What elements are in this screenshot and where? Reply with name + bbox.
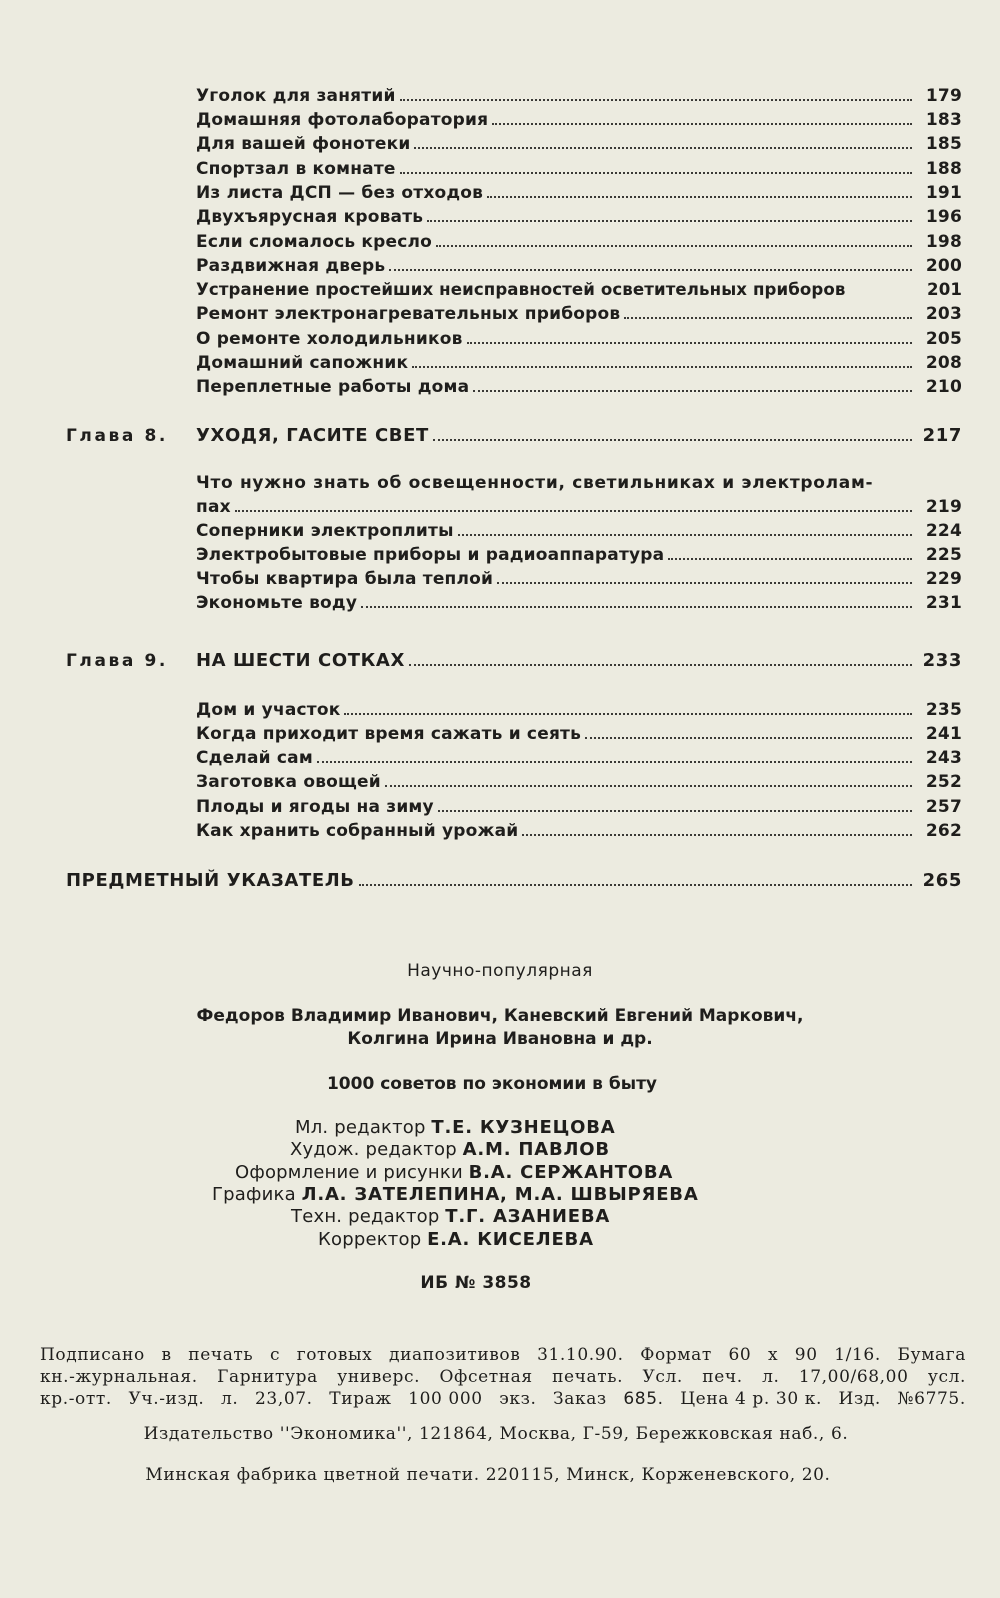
print-word: Тираж (329, 1389, 392, 1409)
credit-name: В.А. СЕРЖАНТОВА (468, 1162, 674, 1183)
toc-entry[interactable] (196, 377, 962, 397)
dot-leader (492, 119, 912, 125)
authors-line: Федоров Владимир Иванович, Каневский Евгений Маркович, (196, 1006, 804, 1026)
credit-name: Е.А. КИСЕЛЕВА (427, 1229, 594, 1250)
toc-entry[interactable] (196, 772, 962, 792)
print-word: печать (188, 1345, 254, 1365)
dot-leader (438, 806, 912, 812)
toc-entry-page: 191 (925, 183, 962, 203)
dot-leader (668, 554, 912, 560)
toc-entry[interactable] (196, 232, 962, 252)
toc-entry[interactable] (196, 207, 962, 227)
toc-entry[interactable] (196, 821, 962, 841)
index-entry[interactable] (66, 870, 962, 891)
credit-line (212, 1184, 699, 1205)
toc-entry-page: 198 (925, 232, 962, 252)
toc-entry[interactable] (196, 329, 962, 349)
toc-entry[interactable] (196, 280, 962, 299)
toc-entry-page: 208 (925, 353, 962, 373)
credit-name: А.М. ПАВЛОВ (462, 1139, 610, 1160)
toc-entry-page: 200 (925, 256, 962, 276)
toc-entry-title: Раздвижная дверь (196, 256, 386, 276)
print-word: кн.-журнальная. (40, 1367, 198, 1387)
toc-entry-title: Устранение простейших неисправностей осветительных приборов (196, 280, 846, 299)
toc-entry[interactable] (196, 797, 962, 817)
toc-entry-page: 183 (925, 110, 962, 130)
dot-leader (487, 192, 912, 198)
dot-leader (414, 143, 912, 149)
genre-label: Научно-популярная (407, 961, 593, 981)
toc-entry-title: Из листа ДСП — без отходов (196, 183, 484, 203)
chapter-page: 217 (922, 425, 962, 446)
dot-leader (400, 168, 912, 174)
print-word: печ. (702, 1367, 743, 1387)
toc-entry-page: 225 (925, 545, 962, 565)
toc-entry[interactable] (196, 159, 962, 179)
print-word: 100 000 (408, 1389, 483, 1409)
toc-entry-title: О ремонте холодильников (196, 329, 463, 349)
toc-entry[interactable] (196, 304, 962, 324)
ib-number: ИБ № 3858 (420, 1273, 532, 1293)
dot-leader (467, 338, 912, 344)
toc-entry-title: Спортзал в комнате (196, 159, 396, 179)
credit-line (235, 1162, 673, 1183)
price: Цена 4 р. 30 к. (680, 1389, 822, 1409)
toc-entry-title: Ремонт электронагревательных приборов (196, 304, 621, 324)
toc-entry-title: Как хранить собранный урожай (196, 821, 519, 841)
toc-entry[interactable] (196, 183, 962, 203)
dot-leader (497, 578, 912, 584)
chapter-title: УХОДЯ, ГАСИТЕ СВЕТ (196, 425, 429, 446)
toc-entry-title-continued: пах (196, 497, 231, 517)
toc-entry-page: 219 (925, 497, 962, 517)
toc-entry[interactable] (196, 593, 962, 613)
dot-leader (473, 386, 912, 392)
chapter-label: Глава 8. (66, 426, 168, 446)
credit-line (290, 1139, 610, 1160)
index-title: ПРЕДМЕТНЫЙ УКАЗАТЕЛЬ (66, 870, 355, 891)
credit-line (291, 1206, 610, 1227)
toc-entry-title: Уголок для занятий (196, 86, 396, 106)
toc-entry-page: 241 (925, 724, 962, 744)
credit-name: Т.Г. АЗАНИЕВА (445, 1206, 611, 1227)
chapter-heading[interactable] (196, 425, 962, 446)
toc-entry[interactable] (196, 569, 962, 589)
print-word: л. (221, 1389, 239, 1409)
toc-entry[interactable] (196, 724, 962, 744)
credit-role: Техн. редактор (291, 1206, 440, 1227)
toc-entry-title: Для вашей фонотеки (196, 134, 411, 154)
toc-entry[interactable] (196, 110, 962, 130)
print-word: 17,00/68,00 (798, 1367, 909, 1387)
print-word: диапозитивов (389, 1345, 521, 1365)
print-word: универс. (337, 1367, 421, 1387)
print-word: 23,07. (255, 1389, 313, 1409)
print-details-line (40, 1345, 966, 1365)
dot-leader (458, 530, 912, 536)
print-word: 90 (794, 1345, 818, 1365)
print-word: в (161, 1345, 172, 1365)
toc-entry-page: 262 (925, 821, 962, 841)
toc-entry-title: Домашняя фотолаборатория (196, 110, 489, 130)
toc-entry[interactable] (196, 700, 962, 720)
print-word: Гарнитура (217, 1367, 318, 1387)
toc-entry-title: Дом и участок (196, 700, 341, 720)
dot-leader (389, 265, 912, 271)
dot-leader (385, 781, 912, 787)
book-title: 1000 советов по экономии в быту (326, 1074, 658, 1094)
print-word: Изд. (838, 1389, 881, 1409)
credit-name: Т.Е. КУЗНЕЦОВА (431, 1117, 616, 1138)
print-word: 31.10.90. (537, 1345, 624, 1365)
toc-entry[interactable] (196, 134, 962, 154)
print-details-line (40, 1389, 966, 1409)
chapter-page: 233 (922, 650, 962, 671)
print-word: №6775. (897, 1389, 966, 1409)
toc-entry-title: Чтобы квартира была теплой (196, 569, 494, 589)
credit-line (318, 1229, 594, 1250)
toc-entry-page: 231 (925, 593, 962, 613)
print-word: 1/16. (834, 1345, 881, 1365)
index-page: 265 (922, 870, 962, 891)
print-word: Офсетная (439, 1367, 533, 1387)
dot-leader (412, 362, 912, 368)
chapter-title: НА ШЕСТИ СОТКАХ (196, 650, 405, 671)
print-word: усл. (927, 1367, 966, 1387)
dot-leader (359, 880, 912, 886)
toc-entry-title: Двухъярусная кровать (196, 207, 424, 227)
dot-leader (522, 830, 912, 836)
toc-entry-page: 210 (925, 377, 962, 397)
toc-entry-title: Домашний сапожник (196, 353, 409, 373)
toc-entry-page: 257 (925, 797, 962, 817)
toc-entry[interactable] (196, 86, 962, 106)
dot-leader (400, 95, 912, 101)
toc-entry[interactable] (196, 521, 962, 541)
credit-role: Графика (212, 1184, 296, 1205)
dot-leader (624, 313, 912, 319)
dot-leader (585, 733, 912, 739)
dot-leader (409, 660, 912, 666)
toc-entry-page: 179 (925, 86, 962, 106)
print-word: печать. (552, 1367, 624, 1387)
toc-entry[interactable] (196, 545, 962, 565)
toc-entry-title: Электробытовые приборы и радиоаппаратура (196, 545, 665, 565)
print-details-line (40, 1367, 966, 1387)
print-word: Усл. (642, 1367, 683, 1387)
print-word: готовых (296, 1345, 373, 1365)
toc-entry[interactable] (196, 353, 962, 373)
credit-role: Корректор (318, 1229, 422, 1250)
toc-entry-page: 201 (927, 280, 962, 299)
print-word: х (767, 1345, 779, 1365)
print-word: Бумага (897, 1345, 966, 1365)
authors-line: Колгина Ирина Ивановна и др. (347, 1029, 653, 1049)
print-word: Подписано (40, 1345, 145, 1365)
print-word: 60 (728, 1345, 752, 1365)
dot-leader (433, 435, 912, 441)
print-word: экз. (499, 1389, 537, 1409)
print-word: Формат (640, 1345, 712, 1365)
print-word: Уч.-изд. (128, 1389, 205, 1409)
credit-role: Оформление и рисунки (235, 1162, 463, 1183)
toc-entry-title: Когда приходит время сажать и сеять (196, 724, 582, 744)
toc-entry-page: 185 (925, 134, 962, 154)
order-number: 685. (623, 1389, 664, 1409)
toc-entry-page: 235 (925, 700, 962, 720)
dot-leader (344, 709, 912, 715)
toc-entry-page: 188 (925, 159, 962, 179)
dot-leader (361, 602, 912, 608)
toc-entry-page: 196 (925, 207, 962, 227)
dot-leader (436, 241, 912, 247)
toc-entry-title: Если сломалось кресло (196, 232, 433, 252)
toc-entry-page: 224 (925, 521, 962, 541)
printer-line: Минская фабрика цветной печати. 220115, Минск, Корженевского, 20. (145, 1465, 831, 1485)
print-word: кр.-отт. (40, 1389, 112, 1409)
toc-entry[interactable] (196, 497, 962, 517)
toc-entry-title: Заготовка овощей (196, 772, 381, 792)
chapter-heading[interactable] (196, 650, 962, 671)
dot-leader (427, 216, 912, 222)
toc-entry-page: 205 (925, 329, 962, 349)
dot-leader (235, 506, 912, 512)
print-word: Заказ (553, 1389, 607, 1409)
credit-role: Мл. редактор (295, 1117, 426, 1138)
toc-entry-title[interactable]: Что нужно знать об освещенности, светильниках и электролам- (196, 473, 874, 493)
print-word: л. (762, 1367, 780, 1387)
toc-entry-title: Сделай сам (196, 748, 313, 768)
credit-role: Худож. редактор (290, 1139, 457, 1160)
toc-entry[interactable] (196, 256, 962, 276)
toc-entry-page: 243 (925, 748, 962, 768)
publisher-line: Издательство ''Экономика'', 121864, Москва, Г-59, Бережковская наб., 6. (143, 1424, 849, 1444)
credit-line (295, 1117, 616, 1138)
toc-entry-title: Плоды и ягоды на зиму (196, 797, 434, 817)
dot-leader (846, 295, 918, 299)
toc-entry-title: Переплетные работы дома (196, 377, 470, 397)
toc-entry[interactable] (196, 748, 962, 768)
print-word: с (269, 1345, 281, 1365)
toc-entry-page: 229 (925, 569, 962, 589)
toc-entry-page: 203 (925, 304, 962, 324)
toc-entry-page: 252 (925, 772, 962, 792)
credit-name: Л.А. ЗАТЕЛЕПИНА, М.А. ШВЫРЯЕВА (301, 1184, 699, 1205)
dot-leader (317, 757, 912, 763)
toc-entry-title: Соперники электроплиты (196, 521, 454, 541)
toc-entry-title: Экономьте воду (196, 593, 358, 613)
chapter-label: Глава 9. (66, 651, 168, 671)
